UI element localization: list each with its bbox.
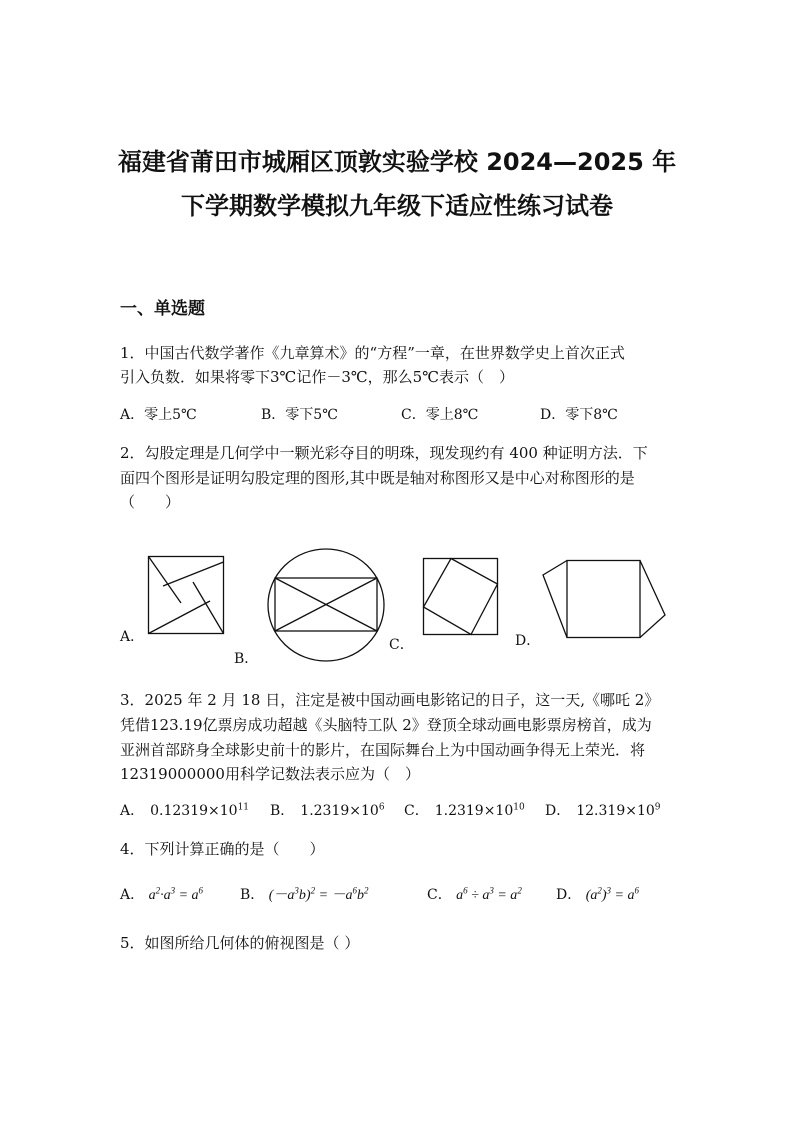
question-1-option-d: D．零下8℃ [540, 407, 618, 423]
question-1-option-c: C．零上8℃ [401, 407, 479, 423]
question-4-option-a: A． $a^2\cdot a^3 = a^6$ [120, 885, 204, 903]
question-3-line-4: 12319000000用科学记数法表示应为（ ） [120, 765, 420, 783]
question-4-option-d: D． $(a^2)^3 = a^6$ [556, 885, 639, 903]
figure-b-label: B． [234, 651, 259, 667]
question-3-option-a: A． $0.12319\times 10^{11}$ [120, 802, 250, 819]
figure-a-label: A． [120, 629, 145, 645]
section-heading: 一、单选题 [120, 299, 205, 319]
question-3-line-2: 凭借123.19亿票房成功超越《头脑特工队 2》登顶全球动画电影票房榜首，成为 [120, 716, 652, 734]
figure-d-square-with-triangles [541, 560, 666, 638]
question-4-option-c: C． $a^6 \div a^3 = a^2$ [427, 885, 522, 903]
figure-c-inscribed-square [423, 558, 498, 635]
figure-d-label: D． [515, 633, 541, 649]
question-5-line-1: 5．如图所给几何体的俯视图是（ ） [120, 934, 360, 952]
question-1-line-2: 引入负数．如果将零下3℃记作－3℃，那么5℃表示（ ） [120, 368, 514, 386]
question-3-option-c: C． $1.2319\times 10^{10}$ [404, 802, 525, 819]
question-1-line-1: 1．中国古代数学著作《九章算术》的“方程”一章，在世界数学史上首次正式 [120, 344, 625, 362]
question-1-option-a: A．零上5℃ [120, 407, 197, 423]
figure-b-circle-rectangle [267, 548, 385, 662]
question-4-line-1: 4．下列计算正确的是（ ） [120, 840, 325, 858]
question-1-option-b: B．零下5℃ [261, 407, 338, 423]
document-title-line2: 下学期数学模拟九年级下适应性练习试卷 [181, 192, 613, 220]
question-2-line-1: 2．勾股定理是几何学中一颗光彩夺目的明珠，现发现约有 400 种证明方法．下 [120, 444, 648, 462]
question-2-line-3: （ ） [120, 493, 181, 511]
question-3-line-3: 亚洲首部跻身全球影史前十的影片，在国际舞台上为中国动画争得无上荣光．将 [120, 741, 646, 759]
math-expression-a: $a^2\cdot a^3 = a^6$ [148, 885, 204, 903]
question-3-line-1: 3．2025 年 2 月 18 日，注定是被中国动画电影铭记的日子，这一天,《哪吒 2》 [120, 691, 660, 709]
figure-c-label: C． [389, 637, 414, 653]
question-4-option-b: B． $(-a^3b)^2 = -a^6b^2$ [240, 885, 369, 903]
question-2-line-2: 面四个图形是证明勾股定理的图形,其中既是轴对称图形又是中心对称图形的是 [120, 469, 635, 487]
math-expression-d: $(a^2)^3 = a^6$ [585, 885, 639, 903]
question-3-option-b: B． $1.2319\times 10^6$ [270, 802, 385, 819]
document-title-line1: 福建省莆田市城厢区顶敦实验学校 2024—2025 年 [117, 148, 677, 176]
question-3-option-d: D． $12.319\times 10^9$ [545, 802, 661, 819]
math-expression-b: $(-a^3b)^2 = -a^6b^2$ [268, 885, 369, 903]
figure-a-pinwheel-square [148, 556, 224, 634]
math-expression-c: $a^6 \div a^3 = a^2$ [456, 885, 522, 903]
